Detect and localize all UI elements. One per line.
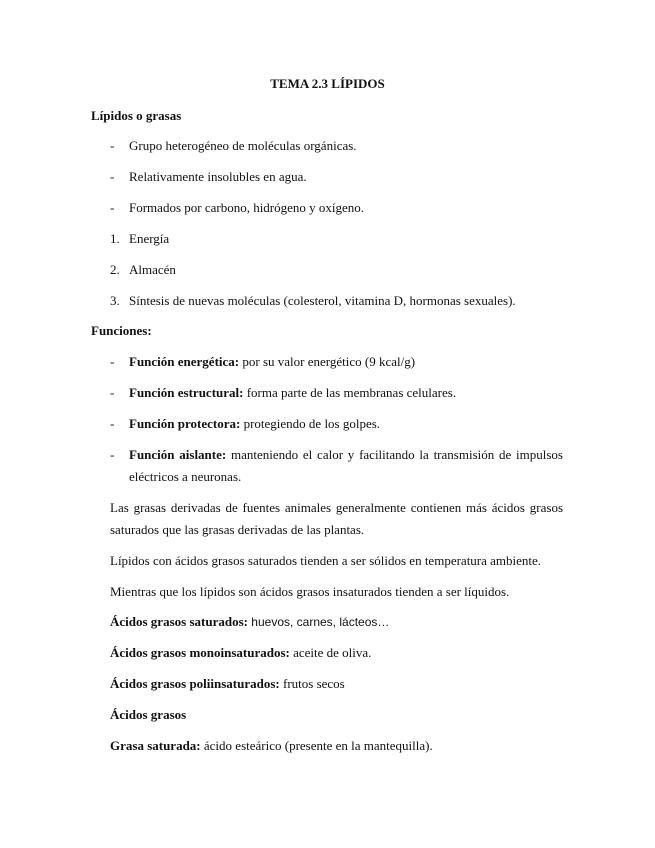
paragraph-line: Las grasas derivadas de fuentes animales generalmente contienen más ácidos grasos bbox=[110, 500, 563, 515]
term-label: Función aislante: bbox=[129, 447, 227, 462]
term-text: aceite de oliva. bbox=[289, 645, 372, 660]
list-item: Energía bbox=[129, 231, 170, 246]
term-text: por su valor energético (9 kcal/g) bbox=[239, 354, 416, 369]
term-text: manteniendo el calor y facilitando la transmisión de impulsos bbox=[226, 447, 563, 462]
list-item: Relativamente insolubles en agua. bbox=[129, 169, 307, 184]
bullet-marker: - bbox=[110, 138, 115, 153]
list-item-continuation: eléctricos a neuronas. bbox=[129, 469, 242, 484]
term-label: Función energética: bbox=[129, 354, 240, 369]
list-number: 3. bbox=[110, 293, 120, 308]
term-label: Grasa saturada: bbox=[110, 738, 201, 753]
term-label: Ácidos grasos monoinsaturados: bbox=[110, 645, 290, 660]
bullet-marker: - bbox=[110, 169, 115, 184]
term-label: Ácidos grasos poliinsaturados: bbox=[110, 676, 280, 691]
list-item-funcion-energetica bbox=[129, 354, 415, 370]
bullet-marker: - bbox=[110, 447, 115, 462]
list-item-funcion-aislante bbox=[129, 447, 563, 463]
list-item-funcion-estructural bbox=[129, 385, 456, 401]
term-label: Función protectora: bbox=[129, 416, 241, 431]
fatty-acid-poly bbox=[110, 676, 345, 692]
term-label: Ácidos grasos saturados: bbox=[110, 614, 248, 629]
term-text: ácido esteárico (presente en la mantequilla). bbox=[200, 738, 433, 753]
list-item: Almacén bbox=[129, 262, 176, 277]
bullet-marker: - bbox=[110, 385, 115, 400]
grasa-saturada bbox=[110, 738, 433, 754]
bullet-marker: - bbox=[110, 354, 115, 369]
fatty-acids-heading: Ácidos grasos bbox=[110, 707, 187, 722]
section-heading-lipidos: Lípidos o grasas bbox=[91, 108, 182, 123]
term-text: huevos, carnes, lácteos… bbox=[247, 615, 390, 629]
fatty-acid-mono bbox=[110, 645, 371, 661]
page-title: TEMA 2.3 LÍPIDOS bbox=[270, 76, 385, 91]
list-number: 1. bbox=[110, 231, 120, 246]
list-number: 2. bbox=[110, 262, 120, 277]
paragraph: Mientras que los lípidos son ácidos grasos insaturados tienden a ser líquidos. bbox=[110, 584, 510, 599]
paragraph-line: saturados que las grasas derivadas de las plantas. bbox=[110, 522, 365, 537]
term-label: Función estructural: bbox=[129, 385, 244, 400]
term-text: forma parte de las membranas celulares. bbox=[243, 385, 457, 400]
list-item: Formados por carbono, hidrógeno y oxígeno. bbox=[129, 200, 365, 215]
term-text: frutos secos bbox=[279, 676, 345, 691]
list-item: Síntesis de nuevas moléculas (colesterol, vitamina D, hormonas sexuales). bbox=[129, 293, 516, 308]
list-item: Grupo heterogéneo de moléculas orgánicas. bbox=[129, 138, 357, 153]
bullet-marker: - bbox=[110, 416, 115, 431]
fatty-acid-saturated bbox=[110, 614, 389, 630]
section-heading-funciones: Funciones: bbox=[91, 323, 152, 338]
paragraph: Lípidos con ácidos grasos saturados tienden a ser sólidos en temperatura ambiente. bbox=[110, 553, 542, 568]
list-item-funcion-protectora bbox=[129, 416, 380, 432]
bullet-marker: - bbox=[110, 200, 115, 215]
term-text: protegiendo de los golpes. bbox=[240, 416, 381, 431]
